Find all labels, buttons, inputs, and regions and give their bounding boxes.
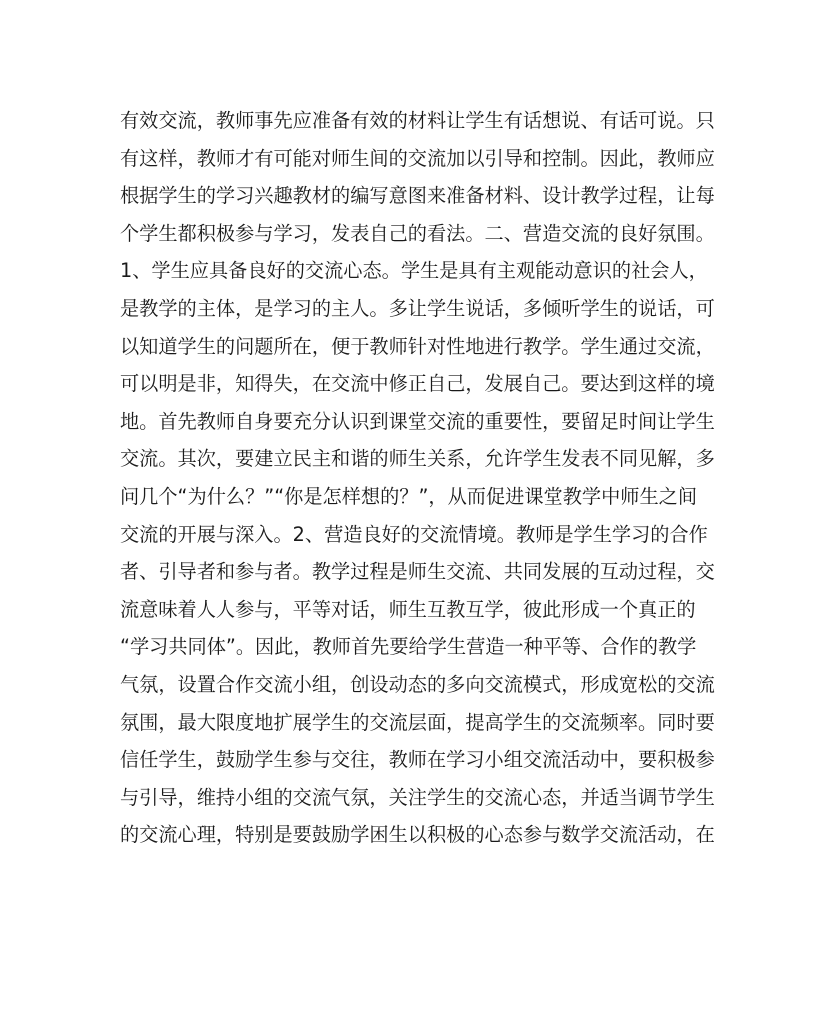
body-text — [120, 102, 715, 854]
text-line-2: 有这样，教师才有可能对师生间的交流加以引导和控制。因此，教师应 — [120, 146, 715, 170]
text-line-17: 氛围，最大限度地扩展学生的交流层面，提高学生的交流频率。同时要 — [120, 710, 715, 734]
text-line-8: 可以明是非，知得失，在交流中修正自己，发展自己。要达到这样的境 — [120, 372, 715, 396]
text-line-3: 根据学生的学习兴趣教材的编写意图来准备材料、设计教学过程，让每 — [120, 184, 715, 208]
text-line-1: 有效交流，教师事先应准备有效的材料让学生有话想说、有话可说。只 — [120, 109, 715, 132]
text-line-20: 的交流心理，特别是要鼓励学困生以积极的心态参与数学交流活动，在 — [120, 823, 715, 847]
text-line-5: 1、学生应具备良好的交流心态。学生是具有主观能动意识的社会人， — [120, 259, 708, 283]
text-line-11: 问几个“为什么？”“你是怎样想的？”，从而促进课堂教学中师生之间 — [120, 484, 698, 508]
text-line-10: 交流。其次，要建立民主和谐的师生关系，允许学生发表不同见解，多 — [120, 447, 715, 471]
text-line-16: 气氛，设置合作交流小组，创设动态的多向交流模式，形成宽松的交流 — [120, 672, 715, 696]
text-line-15: “学习共同体”。因此，教师首先要给学生营造一种平等、合作的教学 — [120, 635, 697, 659]
text-line-14: 流意味着人人参与，平等对话，师生互教互学，彼此形成一个真正的 — [120, 597, 696, 621]
text-line-12: 交流的开展与深入。2、营造良好的交流情境。教师是学生学习的合作 — [120, 522, 708, 546]
text-line-18: 信任学生，鼓励学生参与交往，教师在学习小组交流活动中，要积极参 — [120, 748, 715, 772]
text-line-6: 是教学的主体，是学习的主人。多让学生说话，多倾听学生的说话，可 — [120, 296, 715, 320]
text-line-19: 与引导，维持小组的交流气氛，关注学生的交流心态，并适当调节学生 — [120, 785, 715, 809]
text-line-7: 以知道学生的问题所在，便于教师针对性地进行教学。学生通过交流， — [120, 334, 715, 358]
text-line-13: 者、引导者和参与者。教学过程是师生交流、共同发展的互动过程，交 — [120, 560, 715, 584]
text-line-9: 地。首先教师自身要充分认识到课堂交流的重要性，要留足时间让学生 — [120, 409, 715, 433]
text-line-4: 个学生都积极参与学习，发表自己的看法。二、营造交流的良好氛围。 — [120, 221, 715, 245]
